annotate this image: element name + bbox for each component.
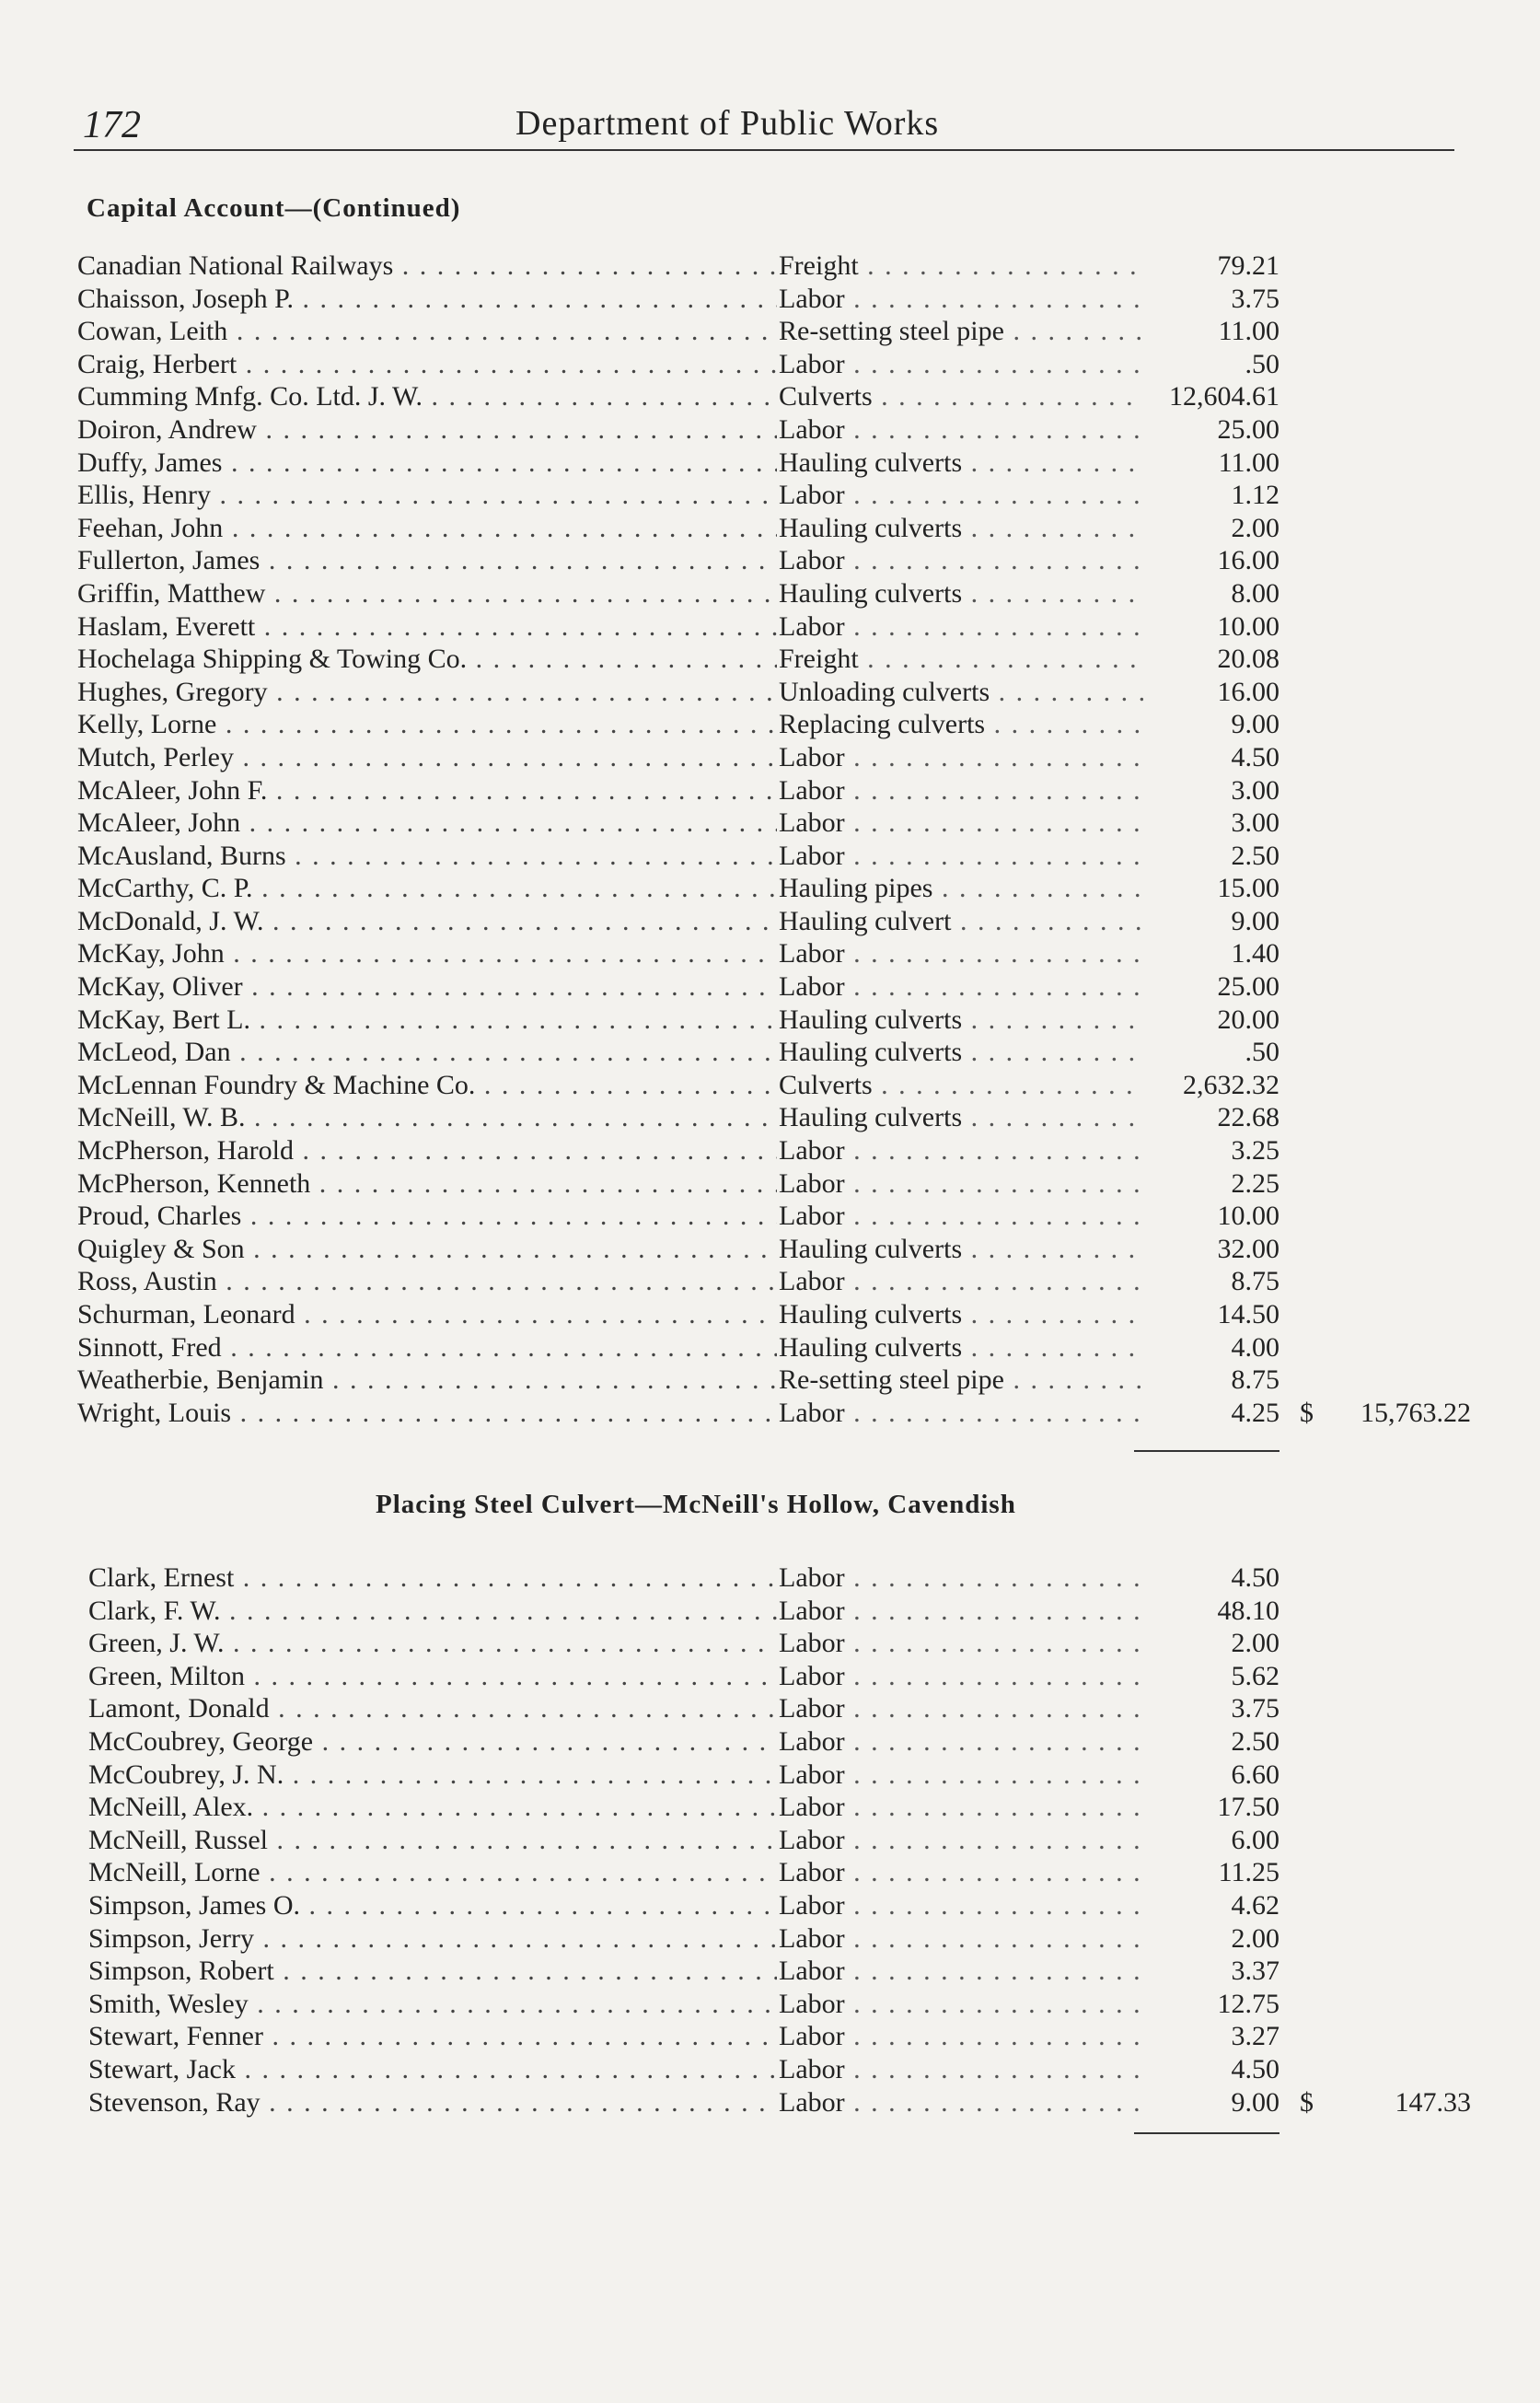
table-row [0,1102,1540,1135]
table-row [0,1332,1540,1365]
payment-purpose: Labor . . . [779,480,1143,511]
payment-amount: 9.00 [1231,905,1279,936]
payment-purpose: Labor . . . [779,1201,1143,1232]
payee-name: Stewart, Fenner . . . [88,2021,777,2052]
section-total: 15,763.22 [1361,1397,1471,1428]
table-row [0,2087,1540,2120]
table-row [0,1070,1540,1103]
payment-amount: 10.00 [1217,1201,1279,1232]
payment-amount: 2.50 [1231,1725,1279,1757]
payee-name: Ellis, Henry . . . [77,480,777,511]
payment-amount: 32.00 [1217,1233,1279,1264]
payee-name: Clark, F. W. . . . [88,1596,777,1627]
payment-amount: 2,632.32 [1183,1069,1279,1100]
payee-name: Craig, Herbert . . . [77,349,777,380]
table-row [0,447,1540,481]
section-title-capital-account: Capital Account—(Continued) [87,193,461,223]
payment-purpose: Hauling culverts . . . [779,1299,1143,1330]
payee-name: McKay, Bert L. . . . [77,1004,777,1036]
payment-purpose: Labor . . . [779,284,1143,315]
payment-amount: 20.00 [1217,1004,1279,1035]
payee-name: Canadian National Railways . . . [77,250,777,282]
payee-name: Simpson, Robert . . . [88,1956,777,1987]
payment-purpose: Labor . . . [779,938,1143,969]
payment-amount: 4.25 [1231,1397,1279,1428]
table-row [0,1628,1540,1661]
payee-name: Fullerton, James . . . [77,545,777,576]
payee-name: Quigley & Son . . . [77,1234,777,1265]
table-row [0,1792,1540,1825]
payment-amount: 79.21 [1217,250,1279,281]
table-row [0,873,1540,906]
table-row [0,1825,1540,1858]
payee-name: Chaisson, Joseph P. . . . [77,284,777,315]
payee-name: Green, J. W. . . . [88,1628,777,1659]
table-row [0,2054,1540,2087]
payee-name: Stevenson, Ray . . . [88,2087,777,2119]
payment-amount: 9.00 [1231,2086,1279,2118]
payment-amount: 14.50 [1217,1299,1279,1329]
payee-name: Mutch, Perley . . . [77,742,777,773]
payment-amount: 4.62 [1231,1889,1279,1921]
payment-purpose: Hauling pipes . . . [779,873,1143,904]
payee-name: Simpson, James O. . . . [88,1890,777,1921]
table-row [0,1234,1540,1267]
payment-purpose: Culverts . . . [779,381,1143,412]
payment-amount: 22.68 [1217,1102,1279,1133]
table-row [0,2021,1540,2054]
payment-purpose: Labor . . . [779,545,1143,576]
table-row [0,1989,1540,2022]
table-row [0,1562,1540,1596]
table-row [0,1923,1540,1956]
payee-name: McNeill, Lorne . . . [88,1857,777,1888]
payment-purpose: Labor . . . [779,1693,1143,1724]
table-row [0,1596,1540,1629]
section-total: 147.33 [1395,2086,1471,2118]
payee-name: McKay, Oliver . . . [77,971,777,1003]
table-row [0,938,1540,971]
payee-name: Doiron, Andrew . . . [77,414,777,446]
payment-purpose: Labor . . . [779,807,1143,839]
table-row [0,709,1540,742]
payee-name: McPherson, Harold . . . [77,1135,777,1167]
payee-name: Kelly, Lorne . . . [77,709,777,740]
table-row [0,906,1540,939]
payment-purpose: Labor . . . [779,2087,1143,2119]
payment-purpose: Hauling culverts . . . [779,578,1143,609]
payment-purpose: Labor . . . [779,1661,1143,1692]
payment-amount: 16.00 [1217,676,1279,707]
table-row [0,513,1540,546]
steel-culvert-entries [0,1562,1540,2119]
payment-purpose: Labor . . . [779,1956,1143,1987]
payment-purpose: Hauling culverts . . . [779,1004,1143,1036]
payment-purpose: Labor . . . [779,1628,1143,1659]
payee-name: Duffy, James . . . [77,447,777,479]
table-row [0,1364,1540,1398]
payment-purpose: Re-setting steel pipe . . . [779,316,1143,347]
payee-name: McNeill, W. B. . . . [77,1102,777,1133]
payment-purpose: Hauling culverts . . . [779,1234,1143,1265]
running-head: Department of Public Works [515,104,940,143]
payee-name: Lamont, Donald . . . [88,1693,777,1724]
subtotal-rule-2 [1134,2132,1279,2134]
table-row [0,414,1540,447]
table-row [0,1693,1540,1726]
payee-name: Sinnott, Fred . . . [77,1332,777,1364]
payment-amount: 3.00 [1231,807,1279,839]
payment-amount: 8.00 [1231,577,1279,609]
payment-purpose: Labor . . . [779,1890,1143,1921]
table-row [0,1398,1540,1431]
payment-purpose: Replacing culverts . . . [779,709,1143,740]
table-row [0,677,1540,710]
payee-name: McPherson, Kenneth . . . [77,1168,777,1200]
payment-amount: 6.60 [1231,1759,1279,1790]
payee-name: Simpson, Jerry . . . [88,1923,777,1955]
payment-amount: .50 [1245,1037,1279,1068]
table-row [0,742,1540,775]
payment-purpose: Hauling culvert . . . [779,906,1143,937]
payee-name: McAleer, John F. . . . [77,775,777,807]
capital-account-entries [0,250,1540,1430]
payment-purpose: Labor . . . [779,775,1143,807]
table-row [0,1201,1540,1234]
payment-amount: 9.00 [1231,709,1279,740]
payment-amount: 48.10 [1217,1595,1279,1626]
payment-amount: 3.27 [1231,2021,1279,2052]
payment-amount: 2.25 [1231,1167,1279,1199]
payee-name: Hughes, Gregory . . . [77,677,777,708]
payee-name: McLennan Foundry & Machine Co. . . . [77,1070,777,1101]
payment-amount: 4.50 [1231,2053,1279,2084]
payment-amount: 1.40 [1231,938,1279,969]
payment-amount: 11.25 [1218,1857,1279,1888]
payment-purpose: Hauling culverts . . . [779,513,1143,544]
table-row [0,1004,1540,1038]
table-row [0,1759,1540,1793]
payment-amount: 8.75 [1231,1266,1279,1297]
table-row [0,480,1540,513]
table-row [0,775,1540,808]
payment-amount: 12,604.61 [1169,381,1279,412]
payment-amount: 25.00 [1217,413,1279,445]
payment-purpose: Labor . . . [779,2021,1143,2052]
payment-purpose: Labor . . . [779,1857,1143,1888]
payment-amount: 15.00 [1217,873,1279,904]
payment-amount: 11.00 [1218,447,1279,478]
payment-amount: 2.00 [1231,1628,1279,1659]
table-row [0,1299,1540,1332]
payee-name: Green, Milton . . . [88,1661,777,1692]
payment-purpose: Labor . . . [779,1135,1143,1167]
payee-name: McDonald, J. W. . . . [77,906,777,937]
payee-name: Proud, Charles . . . [77,1201,777,1232]
payment-purpose: Freight . . . [779,644,1143,675]
table-row [0,250,1540,284]
payee-name: Griffin, Matthew . . . [77,578,777,609]
payment-purpose: Freight . . . [779,250,1143,282]
payee-name: Ross, Austin . . . [77,1266,777,1297]
payment-purpose: Unloading culverts . . . [779,677,1143,708]
payment-amount: 20.08 [1217,644,1279,675]
table-row [0,284,1540,317]
payment-amount: 3.25 [1231,1135,1279,1167]
payment-amount: 5.62 [1231,1660,1279,1691]
payee-name: McCoubrey, George . . . [88,1726,777,1758]
payment-purpose: Labor . . . [779,1989,1143,2020]
payee-name: Schurman, Leonard . . . [77,1299,777,1330]
table-row [0,1661,1540,1694]
payment-purpose: Labor . . . [779,1759,1143,1791]
payment-amount: 2.00 [1231,512,1279,543]
payment-amount: 4.50 [1231,741,1279,772]
payee-name: McKay, John . . . [77,938,777,969]
payment-purpose: Labor . . . [779,1825,1143,1856]
payee-name: McLeod, Dan . . . [77,1037,777,1068]
payee-name: Weatherbie, Benjamin . . . [77,1364,777,1396]
payment-purpose: Labor . . . [779,1726,1143,1758]
payee-name: Cumming Mnfg. Co. Ltd. J. W. . . . [77,381,777,412]
page-number: 172 [83,104,141,146]
table-row [0,1168,1540,1202]
payment-amount: 12.75 [1217,1988,1279,2019]
payee-name: McAusland, Burns . . . [77,841,777,872]
payment-amount: 25.00 [1217,971,1279,1003]
payee-name: McNeill, Alex. . . . [88,1792,777,1823]
payment-amount: 1.12 [1231,480,1279,511]
table-row [0,841,1540,874]
payee-name: Wright, Louis . . . [77,1398,777,1429]
payment-amount: 4.50 [1231,1562,1279,1593]
payee-name: Cowan, Leith . . . [77,316,777,347]
payee-name: McAleer, John . . . [77,807,777,839]
table-row [0,644,1540,677]
payment-amount: 2.50 [1231,840,1279,871]
payment-purpose: Labor . . . [779,1168,1143,1200]
payment-purpose: Hauling culverts . . . [779,447,1143,479]
payee-name: Smith, Wesley . . . [88,1989,777,2020]
payment-purpose: Labor . . . [779,1266,1143,1297]
payee-name: Stewart, Jack . . . [88,2054,777,2085]
payment-amount: 16.00 [1217,545,1279,576]
table-row [0,807,1540,841]
table-row [0,545,1540,578]
payee-name: Hochelaga Shipping & Towing Co. . . . [77,644,777,675]
table-row [0,971,1540,1004]
payment-purpose: Culverts . . . [779,1070,1143,1101]
header-rule [74,149,1454,151]
payment-purpose: Labor . . . [779,1562,1143,1594]
table-row [0,316,1540,349]
dollar-sign: $ [1300,1397,1314,1428]
table-row [0,381,1540,414]
table-row [0,1857,1540,1890]
payee-name: Clark, Ernest . . . [88,1562,777,1594]
payment-purpose: Labor . . . [779,414,1143,446]
payment-amount: 2.00 [1231,1922,1279,1954]
table-row [0,349,1540,382]
payee-name: Haslam, Everett . . . [77,611,777,643]
payment-amount: .50 [1245,348,1279,379]
payee-name: McCarthy, C. P. . . . [77,873,777,904]
subtotal-rule-1 [1134,1450,1279,1452]
table-row [0,1956,1540,1989]
payment-amount: 3.75 [1231,1693,1279,1724]
payment-purpose: Hauling culverts . . . [779,1102,1143,1133]
payment-purpose: Hauling culverts . . . [779,1332,1143,1364]
payment-purpose: Hauling culverts . . . [779,1037,1143,1068]
dollar-sign: $ [1300,2086,1314,2118]
payment-purpose: Labor . . . [779,1398,1143,1429]
table-row [0,578,1540,611]
payee-name: McNeill, Russel . . . [88,1825,777,1856]
page-header [74,96,1454,151]
payment-amount: 3.75 [1231,283,1279,314]
payment-amount: 17.50 [1217,1792,1279,1823]
table-row [0,1266,1540,1299]
payment-purpose: Labor . . . [779,611,1143,643]
payment-purpose: Re-setting steel pipe . . . [779,1364,1143,1396]
payment-purpose: Labor . . . [779,1792,1143,1823]
table-row [0,611,1540,644]
payee-name: Feehan, John . . . [77,513,777,544]
payment-purpose: Labor . . . [779,2054,1143,2085]
section-title-placing-steel-culvert: Placing Steel Culvert—McNeill's Hollow, Cavendish [376,1490,1016,1519]
payment-purpose: Labor . . . [779,971,1143,1003]
payee-name: McCoubrey, J. N. . . . [88,1759,777,1791]
table-row [0,1037,1540,1070]
payment-amount: 10.00 [1217,610,1279,642]
payment-purpose: Labor . . . [779,1923,1143,1955]
payment-amount: 8.75 [1231,1364,1279,1396]
payment-amount: 3.00 [1231,774,1279,806]
payment-amount: 3.37 [1231,1956,1279,1987]
payment-amount: 4.00 [1231,1331,1279,1363]
payment-amount: 6.00 [1231,1824,1279,1855]
payment-purpose: Labor . . . [779,1596,1143,1627]
table-row [0,1135,1540,1168]
payment-purpose: Labor . . . [779,742,1143,773]
payment-amount: 11.00 [1218,316,1279,347]
payment-purpose: Labor . . . [779,349,1143,380]
table-row [0,1726,1540,1759]
payment-purpose: Labor . . . [779,841,1143,872]
table-row [0,1890,1540,1923]
